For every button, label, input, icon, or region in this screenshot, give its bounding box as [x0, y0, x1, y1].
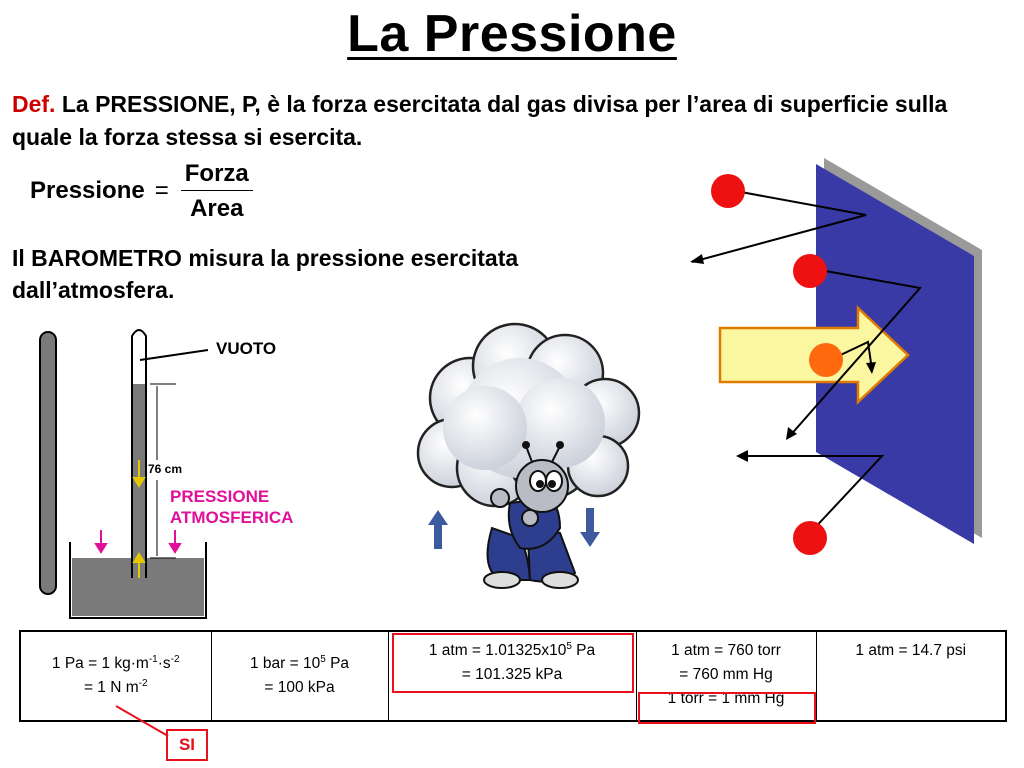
torr-line2: = 760 mm Hg [679, 666, 773, 683]
pressure-label-line2: ATMOSFERICA [170, 508, 294, 527]
table-cell-psi [816, 631, 1006, 721]
gas-wall-diagram [680, 150, 1024, 570]
bar-line2: = 100 kPa [264, 679, 335, 696]
si-label: SI [166, 729, 208, 761]
bar-line1: 1 bar = $10^5$ Pa [249, 653, 350, 672]
arrowhead-1 [690, 254, 704, 264]
formula-denominator: Area [190, 194, 244, 222]
reference-tube [40, 332, 56, 594]
torr-line1: 1 atm = 760 torr [671, 642, 781, 659]
formula-equals: = [154, 177, 169, 204]
table-cell-bar [211, 631, 388, 721]
table-cell-atm-pa [388, 631, 636, 721]
barometer-text: Il BAROMETRO misura la pressione esercitata dall’atmosfera. [12, 245, 519, 303]
pascal-line2: = 1 N $m^{-2}$ [83, 677, 148, 696]
height-label: 76 cm [148, 462, 183, 476]
formula-lhs: Pressione [30, 177, 145, 204]
atm-pa-line1: 1 atm = $1.01325x10^5$ Pa [428, 640, 596, 659]
molecule-1 [711, 174, 745, 208]
title-text: La Pressione [347, 5, 677, 63]
pressure-label-line1: PRESSIONE [170, 487, 270, 506]
si-pointer-line [116, 706, 168, 736]
pressure-formula [30, 156, 253, 226]
molecule-4 [793, 521, 827, 555]
magenta-arrow-right [170, 530, 180, 552]
atmospheric-pressure-label [170, 486, 293, 528]
cloud-character-illustration [410, 318, 660, 593]
vacuum-pointer [140, 350, 208, 360]
page-title [0, 4, 1024, 64]
psi-line1: 1 atm = 14.7 psi [855, 642, 967, 659]
table-cell-torr [636, 631, 816, 721]
molecule-3 [809, 343, 843, 377]
definition-label: Def. [12, 91, 56, 117]
definition-text: La PRESSIONE, P, è la forza esercitata dal gas divisa per l’area di superficie sulla quale la forza stessa si esercita. [12, 91, 948, 150]
torr-line3: 1 torr = 1 mm Hg [667, 690, 785, 707]
down-arrow-icon [580, 508, 600, 547]
formula-numerator: Forza [181, 160, 253, 191]
definition-paragraph [12, 88, 972, 154]
formula-fraction [181, 160, 253, 223]
pascal-line1: 1 Pa = 1 $kg\cdot m^{-1}\cdot s^{-2}$ [51, 653, 180, 672]
atm-pa-line2: = 101.325 kPa [461, 666, 563, 683]
vacuum-label: VUOTO [216, 339, 277, 358]
arrowhead-4 [736, 450, 748, 462]
molecule-2 [793, 254, 827, 288]
up-arrow-icon [428, 510, 448, 549]
magenta-arrow-left [96, 530, 106, 552]
